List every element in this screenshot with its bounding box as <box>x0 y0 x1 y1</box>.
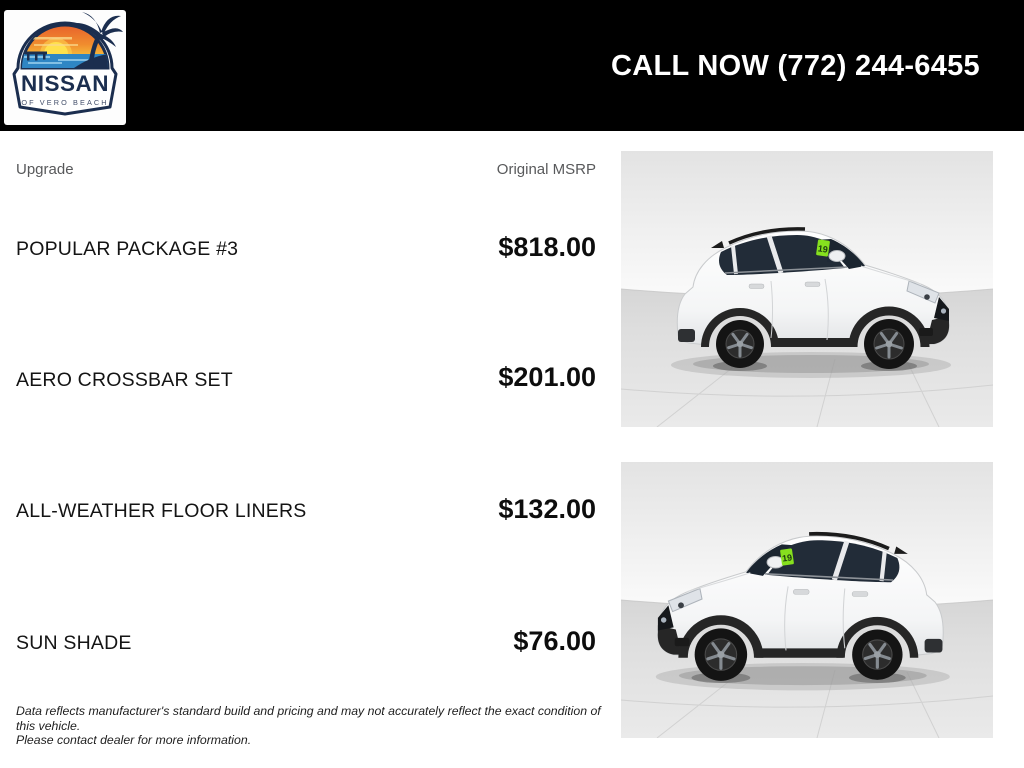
disclaimer-line-2: Please contact dealer for more information. <box>16 733 252 747</box>
column-header-upgrade: Upgrade <box>16 161 74 178</box>
vehicle-photo-front-right <box>621 151 993 427</box>
column-header-msrp: Original MSRP <box>496 161 596 178</box>
upgrade-row-price: $201.00 <box>498 362 596 392</box>
call-now-phone-number[interactable]: CALL NOW (772) 244-6455 <box>611 50 980 82</box>
disclaimer-line-1: Data reflects manufacturer's standard build and pricing and may not accurately reflect the exact condition of this vehicle. <box>16 704 601 733</box>
sticker-year-text: 19 <box>781 552 793 564</box>
upgrade-row-price: $818.00 <box>498 232 596 262</box>
vehicle-photo-front-left <box>621 462 993 738</box>
logo-brand-text: NISSAN <box>20 71 110 96</box>
upgrade-row-label: ALL-WEATHER FLOOR LINERS <box>16 500 307 522</box>
sticker-year-text: 19 <box>817 243 829 255</box>
logo-tagline-text: OF VERO BEACH <box>21 98 109 107</box>
windshield-year-sticker <box>816 239 830 257</box>
upgrade-row-label: SUN SHADE <box>16 632 132 654</box>
beach-scene-icon <box>22 12 123 70</box>
windshield-year-sticker <box>780 548 794 566</box>
upgrade-row-label: AERO CROSSBAR SET <box>16 369 233 391</box>
header-bar <box>0 0 1024 131</box>
upgrade-row-price: $132.00 <box>498 494 596 524</box>
dealership-logo-art <box>4 10 126 125</box>
upgrade-row-label: POPULAR PACKAGE #3 <box>16 238 239 260</box>
upgrade-row-price: $76.00 <box>513 626 596 656</box>
dealership-logo[interactable] <box>4 10 126 125</box>
disclaimer-text <box>16 704 616 748</box>
